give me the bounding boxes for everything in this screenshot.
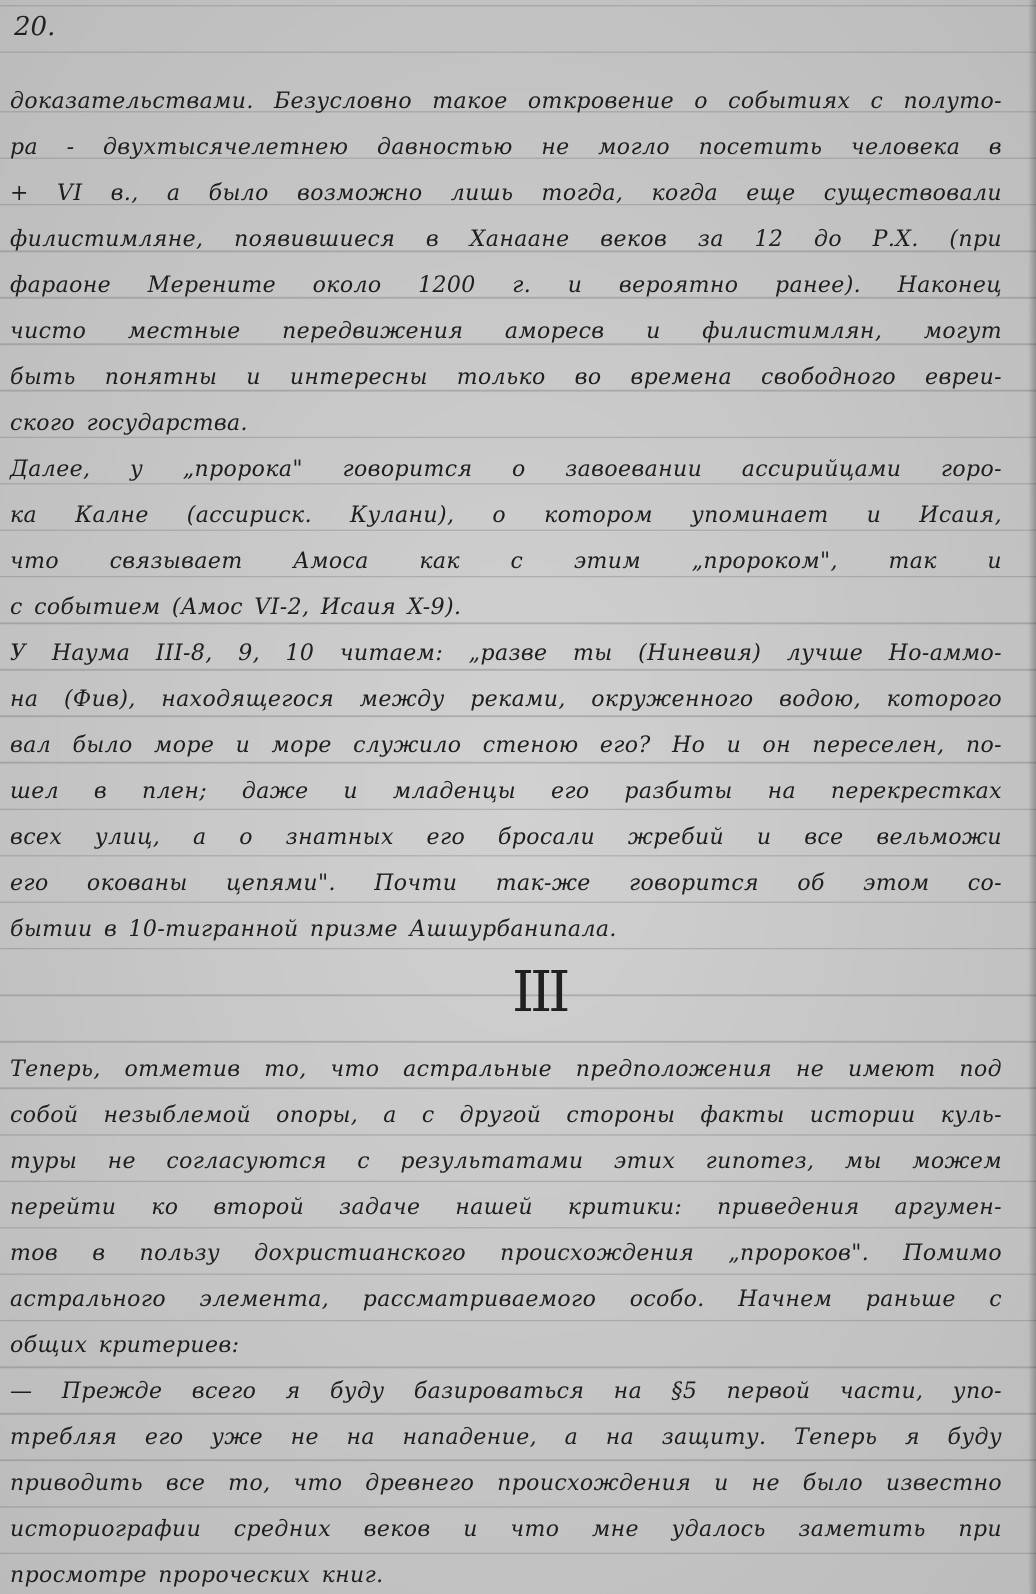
- text-line: его окованы цепями". Почти так-же говорится об этом со-: [10, 871, 1002, 896]
- text-line: требляя его уже не на нападение, а на защиту. Теперь я буду: [10, 1425, 1002, 1450]
- text-line: собой незыблемой опоры, а с другой стороны факты истории куль-: [10, 1103, 1002, 1128]
- text-line: ка Калне (ассириск. Кулани), о котором упоминает и Исаия,: [10, 503, 1002, 528]
- text-line: ского государства.: [10, 411, 248, 436]
- text-line: У Наума III-8, 9, 10 читаем: „разве ты (Ниневия) лучше Но-аммо-: [10, 641, 1002, 666]
- text-line: перейти ко второй задаче нашей критики: приведения аргумен-: [10, 1195, 1002, 1220]
- text-line: приводить все то, что древнего происхождения и не было известно: [10, 1471, 1002, 1496]
- text-line: на (Фив), находящегося между реками, окруженного водою, которого: [10, 687, 1002, 712]
- text-line: историографии средних веков и что мне удалось заметить при: [10, 1517, 1002, 1542]
- text-line: — Прежде всего я буду базироваться на §5 первой части, упо-: [10, 1379, 1002, 1404]
- page-edge-shadow: [1028, 0, 1036, 1594]
- text-line: чисто местные передвижения аморесв и филистимлян, могут: [10, 319, 1002, 344]
- text-line: быть понятны и интересны только во времена свободного евреи-: [10, 365, 1002, 390]
- text-line: с событием (Амос VI-2, Исаия X-9).: [10, 595, 462, 620]
- text-line: фараоне Мерените около 1200 г. и вероятно ранее). Наконец: [10, 273, 1002, 298]
- text-line: всех улиц, а о знатных его бросали жребий и все вельможи: [10, 825, 1002, 850]
- text-line: что связывает Амоса как с этим „пророком", так и: [10, 549, 1002, 574]
- text-line: общих критериев:: [10, 1333, 240, 1358]
- text-line: вал было море и море служило стеною его? Но и он переселен, по-: [10, 733, 1002, 758]
- text-line: астрального элемента, рассматриваемого особо. Начнем раньше с: [10, 1287, 1002, 1312]
- text-line: бытии в 10-тигранной призме Ашшурбанипала.: [10, 917, 617, 942]
- section-number: III: [512, 960, 567, 1025]
- text-line: просмотре пророческих книг.: [10, 1563, 384, 1588]
- text-line: Далее, у „пророка" говорится о завоевании ассирийцами горо-: [10, 457, 1002, 482]
- text-line: филистимляне, появившиеся в Ханаане веков за 12 до Р.Х. (при: [10, 227, 1002, 252]
- text-line: тов в пользу дохристианского происхождения „пророков". Помимо: [10, 1241, 1002, 1266]
- text-line: Теперь, отметив то, что астральные предположения не имеют под: [10, 1057, 1002, 1082]
- page-number: 20.: [14, 12, 56, 42]
- text-line: + VI в., а было возможно лишь тогда, когда еще существовали: [10, 181, 1002, 206]
- text-line: доказательствами. Безусловно такое откровение о событиях с полуто-: [10, 89, 1002, 114]
- text-line: шел в плен; даже и младенцы его разбиты на перекрестках: [10, 779, 1002, 804]
- text-line: ра - двухтысячелетнею давностью не могло посетить человека в: [10, 135, 1002, 160]
- text-line: туры не согласуются с результатами этих гипотез, мы можем: [10, 1149, 1002, 1174]
